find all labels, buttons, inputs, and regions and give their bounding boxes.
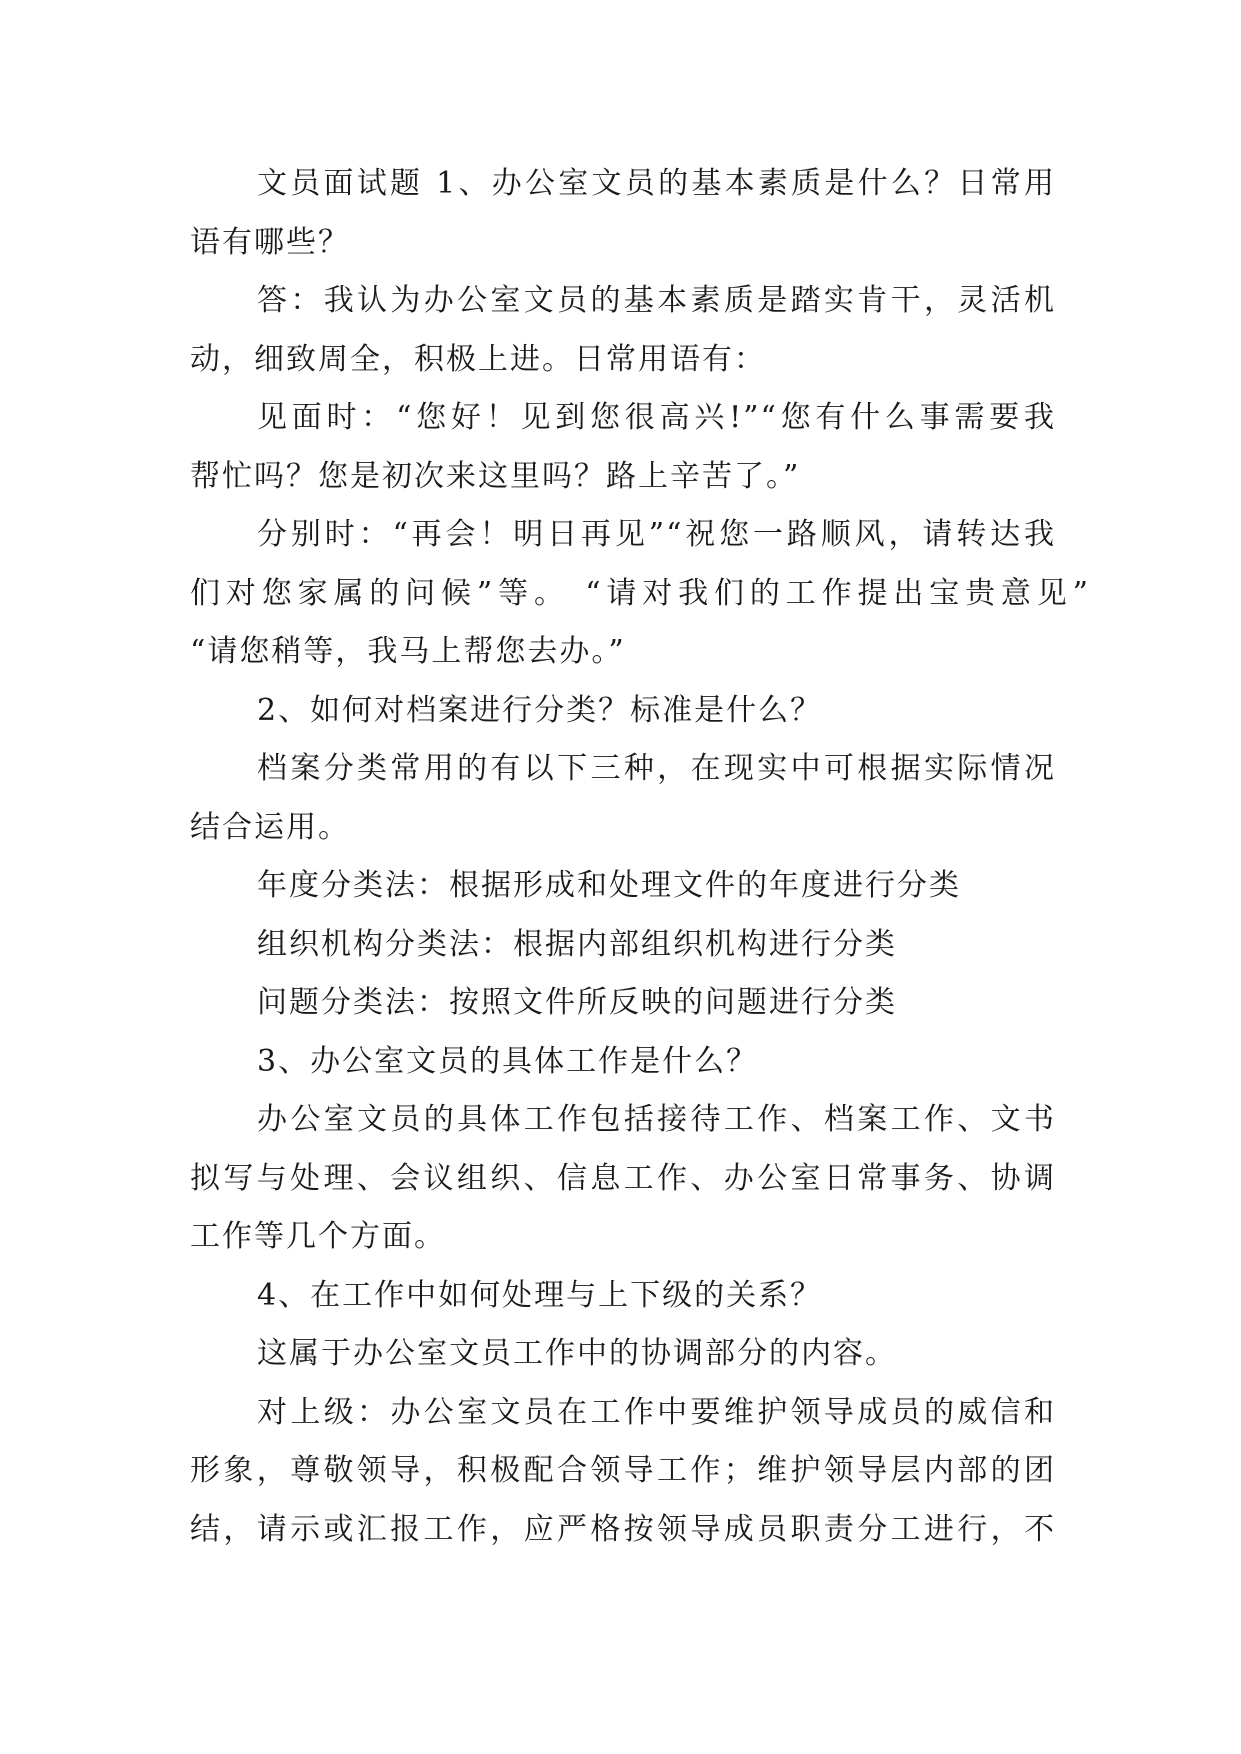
text-line: 年度分类法：根据形成和处理文件的年度进行分类: [257, 868, 961, 903]
document-body: [190, 155, 1090, 1559]
paragraph: [190, 506, 1090, 682]
question-heading: [190, 682, 1056, 741]
text-line: 4、在工作中如何处理与上下级的关系？: [257, 1277, 823, 1313]
text-line: 办公室文员的具体工作包括接待工作、档案工作、文书: [257, 1102, 1056, 1137]
paragraph: [190, 740, 1056, 857]
question-heading: [190, 1267, 1056, 1326]
text-line: 动，细致周全，积极上进。日常用语有：: [190, 341, 766, 377]
text-line: 答：我认为办公室文员的基本素质是踏实肯干，灵活机: [257, 283, 1056, 318]
text-line: 形象，尊敬领导，积极配合领导工作；维护领导层内部的团: [190, 1453, 1056, 1488]
text-line: 结，请示或汇报工作，应严格按领导成员职责分工进行，不: [190, 1511, 1056, 1547]
paragraph: [190, 916, 1056, 975]
paragraph: [190, 974, 1056, 1033]
text-line: 2、如何对档案进行分类？标准是什么？: [257, 692, 823, 728]
question-heading: [190, 1033, 1056, 1092]
paragraph: [190, 1091, 1056, 1267]
text-line: 工作等几个方面。: [190, 1219, 446, 1254]
text-line: 见面时：“您好！见到您很高兴!”“您有什么事需要我: [257, 400, 1056, 435]
text-line: 这属于办公室文员工作中的协调部分的内容。: [257, 1336, 897, 1371]
paragraph: [190, 272, 1056, 389]
text-line: 语有哪些？: [190, 224, 350, 260]
text-line: 分别时：“再会！明日再见”“祝您一路顺风，请转达我: [257, 517, 1056, 552]
text-line: 帮忙吗？您是初次来这里吗？路上辛苦了。”: [190, 458, 801, 494]
paragraph: [190, 1325, 1056, 1384]
paragraph: [190, 389, 1056, 506]
text-line: 文员面试题 1、办公室文员的基本素质是什么？日常用: [257, 166, 1056, 201]
text-line: “请您稍等，我马上帮您去办。”: [190, 634, 626, 669]
paragraph: [190, 857, 1056, 916]
text-line: 们对您家属的问候”等。 “请对我们的工作提出宝贵意见”: [190, 575, 1090, 611]
text-line: 结合运用。: [190, 809, 350, 845]
text-line: 问题分类法：按照文件所反映的问题进行分类: [257, 985, 897, 1020]
text-line: 拟写与处理、会议组织、信息工作、办公室日常事务、协调: [190, 1160, 1056, 1196]
text-line: 组织机构分类法：根据内部组织机构进行分类: [257, 926, 897, 962]
paragraph: [190, 155, 1056, 272]
paragraph: [190, 1384, 1056, 1560]
text-line: 档案分类常用的有以下三种，在现实中可根据实际情况: [257, 751, 1056, 786]
text-line: 3、办公室文员的具体工作是什么？: [257, 1043, 759, 1079]
text-line: 对上级：办公室文员在工作中要维护领导成员的威信和: [257, 1394, 1056, 1430]
